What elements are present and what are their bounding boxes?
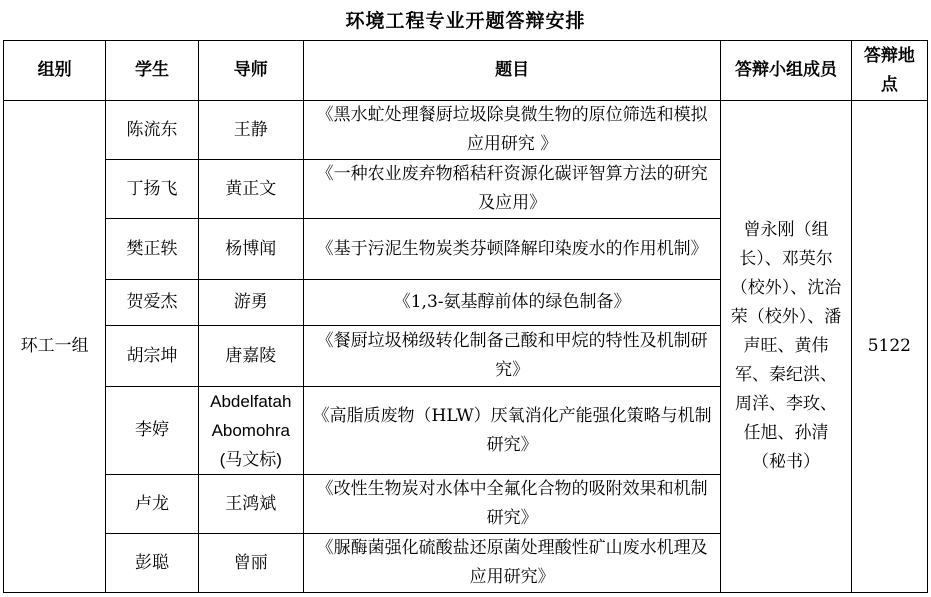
advisor-cell: 王静 [198,101,303,160]
defense-schedule-table [3,40,928,593]
committee-members-cell: 曾永刚（组长）、邓英尔（校外）、沈治荣（校外）、潘声旺、黄伟军、秦纪洪、周洋、李玫、任旭、孙清（秘书） [721,101,851,593]
advisor-cell: 曾丽 [198,534,303,593]
header-committee: 答辩小组成员 [721,41,851,101]
page-title: 环境工程专业开题答辩安排 [345,10,586,32]
advisor-cell: 王鸿斌 [198,475,303,534]
header-student: 学生 [106,41,198,101]
header-location: 答辩地点 [851,41,927,101]
student-cell: 卢龙 [106,475,198,534]
student-cell: 贺爱杰 [106,280,198,326]
student-cell: 丁扬飞 [106,160,198,219]
advisor-cell: Abdelfatah Abomohra (马文标) [198,387,303,475]
topic-cell: 《改性生物炭对水体中全氟化合物的吸附效果和机制研究》 [303,475,720,534]
student-cell: 胡宗坤 [106,326,198,387]
advisor-cell: 游勇 [198,280,303,326]
topic-cell: 《餐厨垃圾梯级转化制备己酸和甲烷的特性及机制研究》 [303,326,720,387]
header-advisor: 导师 [198,41,303,101]
topic-cell: 《1,3-氨基醇前体的绿色制备》 [303,280,720,326]
group-name-cell: 环工一组 [4,101,106,593]
student-cell: 陈流东 [106,101,198,160]
topic-cell: 《脲酶菌强化硫酸盐还原菌处理酸性矿山废水机理及应用研究》 [303,534,720,593]
topic-cell: 《黑水虻处理餐厨垃圾除臭微生物的原位筛选和模拟应用研究 》 [303,101,720,160]
advisor-cell: 黄正文 [198,160,303,219]
advisor-cell: 杨博闻 [198,219,303,280]
advisor-cell: 唐嘉陵 [198,326,303,387]
table-header-row [4,41,928,101]
header-group: 组别 [4,41,106,101]
student-cell: 李婷 [106,387,198,475]
table-row [4,101,928,160]
location-cell: 5122 [851,101,927,593]
topic-cell: 《一种农业废弃物稻秸秆资源化碳评智算方法的研究及应用》 [303,160,720,219]
student-cell: 樊正轶 [106,219,198,280]
student-cell: 彭聪 [106,534,198,593]
header-topic: 题目 [303,41,720,101]
topic-cell: 《基于污泥生物炭类芬顿降解印染废水的作用机制》 [303,219,720,280]
topic-cell: 《高脂质废物（HLW）厌氧消化产能强化策略与机制研究》 [303,387,720,475]
